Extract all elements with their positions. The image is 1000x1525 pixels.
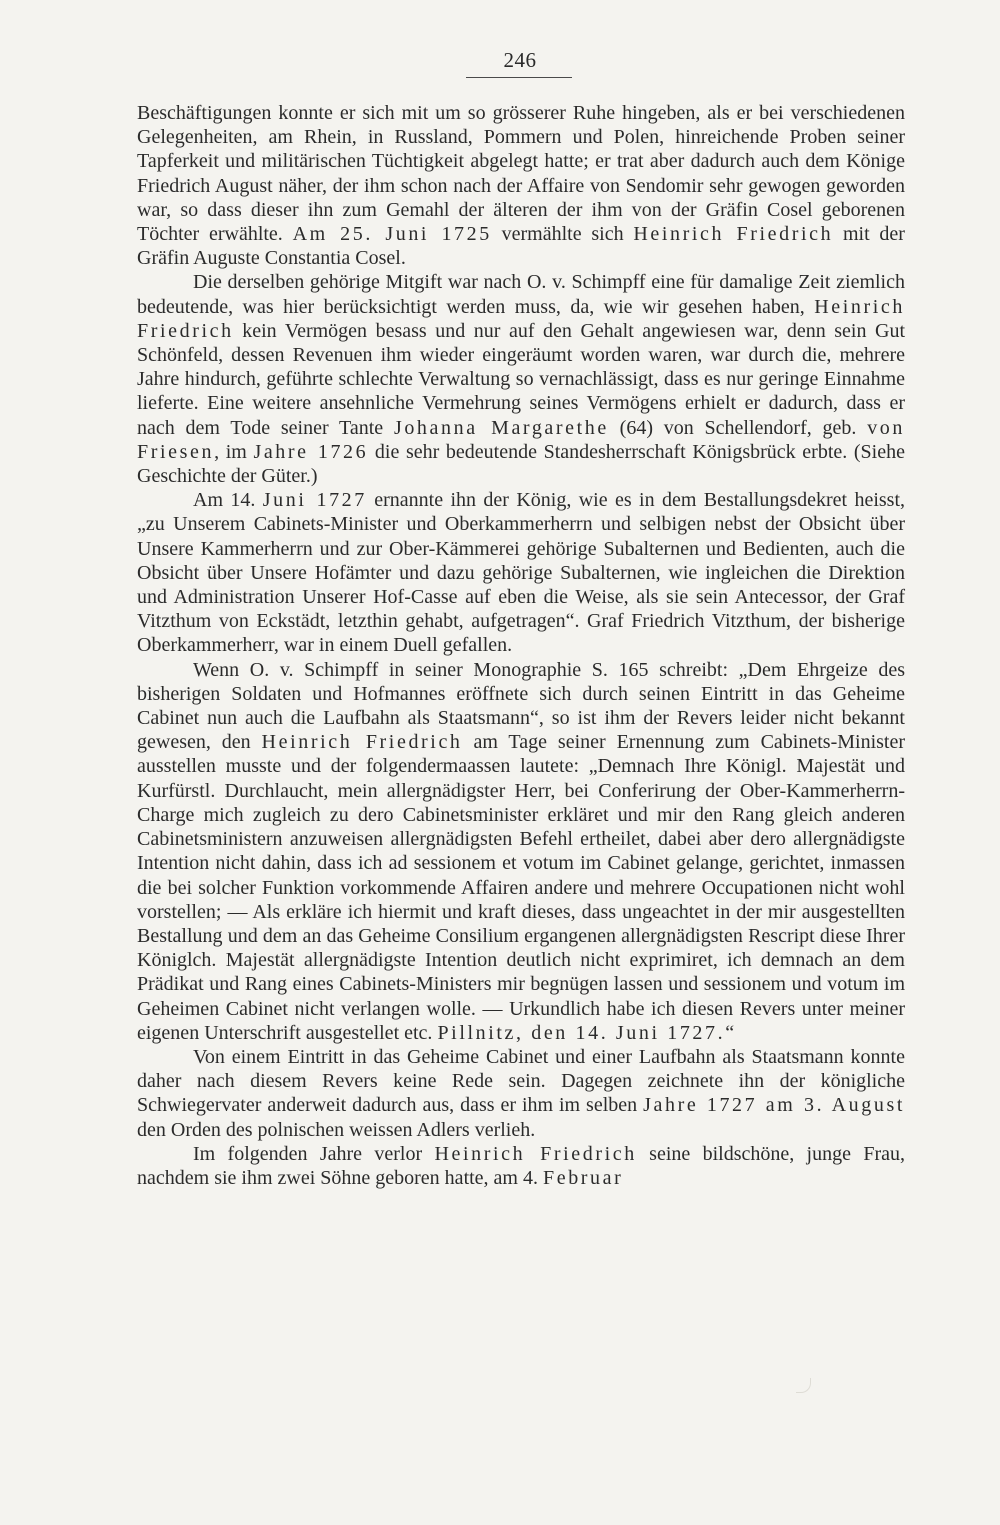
spaced-name: Heinrich Friedrich [261, 731, 463, 754]
spaced-name: von Friesen [137, 416, 905, 463]
spaced-name: Johanna Margarethe [393, 416, 609, 439]
spaced-text-run: Juni 1727 [262, 489, 367, 512]
spaced-text-run: Am 25. Juni 1725 [292, 223, 492, 246]
spaced-text-run: Jahre 1727 am 3. August [643, 1094, 905, 1117]
scan-artifact-mark [796, 1378, 811, 1393]
spaced-name: Heinrich Friedrich [434, 1142, 637, 1165]
page-number: 246 [503, 48, 537, 72]
spaced-text-run: Februar [543, 1166, 624, 1189]
page-number-rule [466, 77, 572, 78]
text-run: Von einem Eintritt in das Geheime Cabinet und einer Laufbahn als Staatsmann konnte daher nach diesem Revers keine Rede sein. Dagegen zeichnete ihn der königliche Schwiegervater anderweit dadurch aus, dass er ihm im selben [137, 1045, 905, 1117]
spaced-text-run: Jahre 1726 [253, 440, 369, 463]
text-run: Beschäftigungen konnte er sich mit um so grösserer Ruhe hingeben, als er bei verschiedenen Gelegenheiten, am Rhein, in Russland, Pommern und Polen, hinreichende Proben seiner Tapferkeit und militärischen Tüchtigkeit abgelegt hatte; er trat aber dadurch auch dem Könige Friedrich August näher, der ihm schon nach der Affaire von Sendomir sehr gewogen geworden war, so dass dieser ihn zum Gemahl der älteren der ihm von der Gräfin Cosel geborenen Töchter erwählte. [137, 102, 905, 246]
paragraph-4 [137, 658, 905, 1045]
text-run: mit der Gräfin Auguste Constantia Cosel. [137, 223, 905, 270]
paragraph-2 [137, 270, 905, 488]
text-run: kein Vermögen besass und nur auf den Gehalt angewiesen war, denn sein Gut Schönfeld, dessen Revenuen ihm wieder eingeräumt worden waren, war durch die, mehrere Jahre hindurch, geführte schlechte Verwaltung so vernachlässigt, dass es nur geringe Einnahme lieferte. Eine weitere ansehnliche Vermehrung seines Vermögens erhielt er dadurch, dass er nach dem Tode seiner Tante [137, 319, 905, 439]
text-run: die sehr bedeutende Standesherrschaft Königsbrück erbte. (Siehe Geschichte der Güter.) [137, 440, 905, 488]
text-run: “ [725, 1021, 735, 1044]
text-run: Im folgenden Jahre verlor [193, 1142, 435, 1165]
text-run: Wenn O. v. Schimpff in seiner Monographie S. 165 schreibt: „Dem Ehrgeize des bisherigen Soldaten und Hofmannes eröffnete sich durch seinen Eintritt in das Geheime Cabinet nun auch die Laufbahn als Staatsmann“, so ist ihm der Revers leider nicht bekannt gewesen, den [137, 658, 905, 754]
text-run: ernannte ihn der König, wie es in dem Bestallungsdekret heisst, „zu Unserem Cabinets-Minister und Oberkammerherrn und selbigen nebst der Obsicht über Unsere Kammerherrn und zur Ober-Kämmerei gehörige Subalternen und Bedienten, auch die Obsicht über Unsere Hofämter und dazu gehörige Subalternen, wie ingleichen die Direktion und Administration Unserer Hof-Casse auf eben die Weise, als sie sein Antecessor, der Graf Vitzthum von Eckstädt, letzthin gehabt, aufgetragen“. Graf Friedrich Vitzthum, der bisherige Oberkammerherr, war in einem Duell gefallen. [137, 489, 906, 657]
text-run: vermählte sich [491, 223, 634, 246]
paragraph-5 [137, 1045, 905, 1142]
text-run: am Tage seiner Ernennung zum Cabinets-Minister ausstellen musste und der folgendermaassen lautete: „Demnach Ihre Königl. Majestät und Kurfürstl. Durchlaucht, mein allergnädigster Herr, bei Conferirung der Ober-Kammerherrn-Charge mich zugleich zu dero Cabinetsminister erkläret und mir den Rang gleich anderen Cabinetsministern anzuweisen allergnädigsten Befehl ertheilet, dabei aber dero allergnädigste Intention nicht dahin, dass ich ad sessionem et votum im Cabinet gelange, gerichtet, inmassen die bei solcher Funktion vorkommende Affairen andere und mehrere Occupationen nicht wohl vorstellen; — Als erkläre ich hiermit und kraft dieses, dass ungeachtet in der mir ausgestellten Bestallung und dem an das Geheime Consilium ergangenen allergnädigsten Rescript diese Ihrer Königlch. Majestät allergnädigste Intention deutlich nicht exprimiret, ich demnach an dem Prädikat und Rang eines Cabinets-Ministers mir begnügen lassen und sessionem und votum im Geheimen Cabinet nicht verlangen wolle. — Urkundlich habe ich diesen Revers unter meiner eigenen Unterschrift ausgestellet etc. [137, 731, 905, 1044]
spaced-name: Heinrich Friedrich [137, 295, 905, 342]
paragraph-3 [137, 488, 905, 657]
text-run: Die derselben gehörige Mitgift war nach O. v. Schimpff eine für damalige Zeit ziemlich bedeutende, was hier berücksichtigt werden muss, da, wie wir gesehen haben, [137, 271, 905, 318]
text-run: (64) von Schellendorf, geb. [608, 416, 868, 439]
paragraph-1 [137, 101, 905, 270]
text-run: seine bildschöne, junge Frau, nachdem sie ihm zwei Söhne geboren hatte, am 4. [137, 1142, 905, 1189]
text-run: , im [214, 440, 254, 463]
spaced-text-run: Pillnitz, den 14. Juni 1727. [437, 1021, 726, 1044]
text-run: den Orden des polnischen weissen Adlers verlieh. [137, 1118, 536, 1141]
paragraph-6 [137, 1142, 905, 1190]
body-text [137, 101, 905, 1190]
spaced-name: Heinrich Friedrich [633, 223, 834, 246]
text-run: Am 14. [193, 489, 263, 512]
